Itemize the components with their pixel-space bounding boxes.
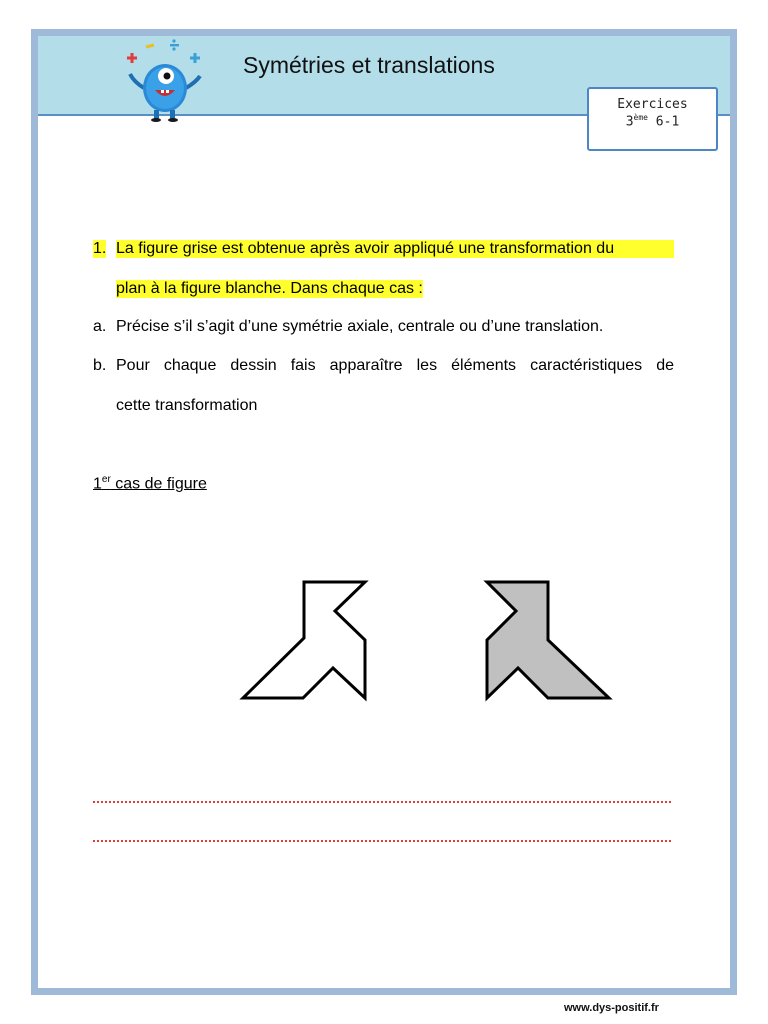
item-b-marker: b.: [93, 357, 107, 374]
item-b-line2: cette transformation: [116, 397, 258, 414]
tag-code: 6-1: [647, 114, 680, 130]
item-a-marker: a.: [93, 318, 107, 335]
tag-level-number: 3: [625, 114, 634, 130]
answer-line-2[interactable]: [93, 838, 671, 842]
footer-site: www.dys-positif.fr: [564, 1002, 659, 1014]
page-title: Symétries et translations: [243, 52, 495, 78]
case-sup: er: [101, 474, 111, 485]
answer-line-1[interactable]: [93, 799, 671, 803]
intro-line1-text: La figure grise est obtenue après avoir appliqué une transformation du: [116, 240, 615, 257]
exercise-number: 1.: [93, 240, 107, 257]
tag-level-sup: ème: [633, 113, 648, 122]
tag-label: Exercices: [617, 97, 688, 112]
white-figure: [243, 582, 365, 698]
exercise-intro-line2: plan à la figure blanche. Dans chaque cas :: [116, 280, 423, 297]
gray-figure: [487, 582, 609, 698]
case-number: 1: [93, 475, 102, 493]
item-a-text: Précise s’il s’agit d’une symétrie axiale, centrale ou d’une translation.: [116, 318, 604, 335]
item-b-line1: Pour chaque dessin fais apparaître les éléments caractéristiques de: [116, 357, 674, 374]
case-label: cas de figure: [110, 475, 207, 493]
